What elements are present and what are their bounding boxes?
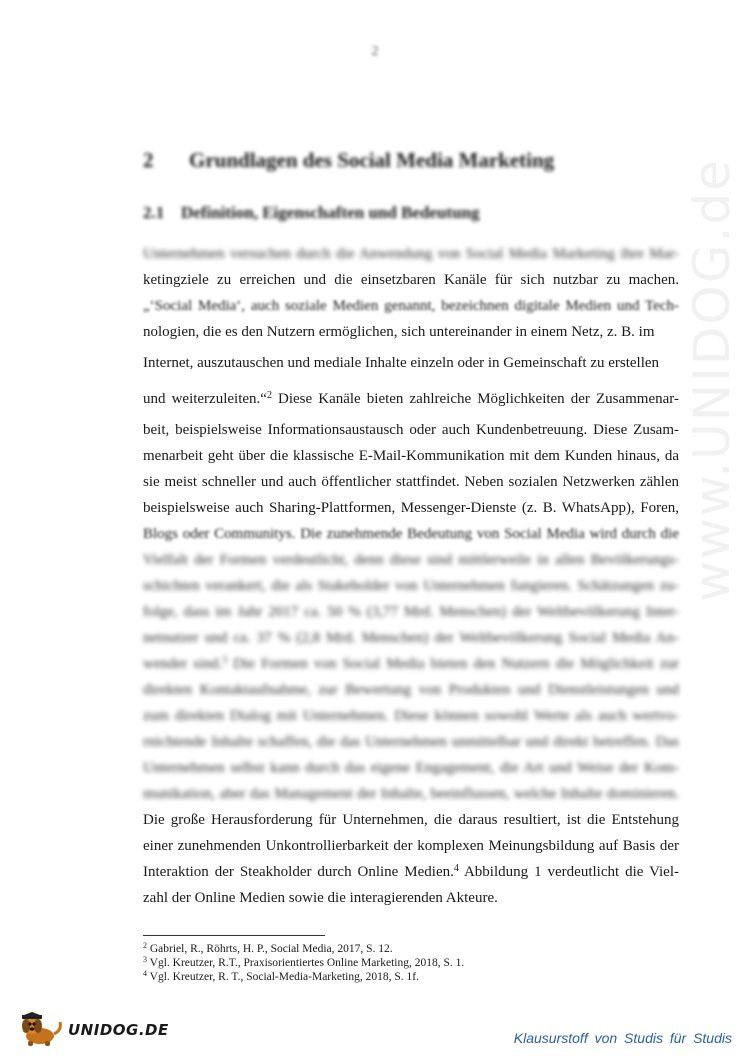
- footnote-ref-2: 2: [266, 390, 272, 401]
- footnotes: [143, 942, 683, 984]
- footnote-text: Vgl. Kreutzer, R.T., Praxisorientiertes Online Marketing, 2018, S. 1.: [149, 957, 465, 969]
- section-number: 2.1: [143, 203, 165, 222]
- body-line: einer zunehmenden Unkontrollierbarkeit der komplexen Meinungsbildung auf Basis der: [143, 838, 679, 854]
- section-heading: [143, 203, 480, 223]
- body-line: schichten verankert, die als Stakeholder von Unternehmen fungieren. Schätzungen zu-: [143, 578, 679, 594]
- body-line: Unternehmen selbst kann durch das eigene Engagement, die Art und Weise der Kom-: [143, 760, 679, 776]
- body-line: beispielsweise auch Sharing-Plattformen, Messenger-Dienste (z. B. WhatsApp), Foren,: [143, 500, 679, 516]
- footnote: [143, 942, 683, 956]
- section-title: Definition, Eigenschaften und Bedeutung: [181, 203, 480, 222]
- quote-line: „‘Social Media‘, auch soziale Medien genannt, bezeichnen digitale Medien und Tech-: [143, 298, 679, 314]
- body-text: [143, 241, 679, 911]
- footnote-text: Gabriel, R., Röhrts, H. P., Social Media, 2017, S. 12.: [149, 943, 393, 955]
- body-line: Blogs oder Communitys. Die zunehmende Bedeutung von Social Media wird durch die: [143, 526, 679, 542]
- body-line-text: Diese Kanäle bieten zahlreiche Möglichkeiten der Zusammenar-: [271, 391, 679, 407]
- body-line: zahl der Online Medien sowie die interagierenden Akteure.: [143, 890, 498, 906]
- footnote-mark: 4: [143, 969, 147, 978]
- body-line: beit, beispielsweise Informationsaustausch oder auch Kundenbetreuung. Diese Zusam-: [143, 422, 679, 438]
- footnote-mark: 2: [143, 941, 147, 950]
- body-line: menarbeit geht über die klassische E-Mail-Kommunikation mit dem Kunden hinaus, da: [143, 448, 679, 464]
- body-line-text: Die Formen von Social Media bieten den Nutzern die Möglichkeit zur: [227, 656, 679, 672]
- chapter-title: Grundlagen des Social Media Marketing: [189, 148, 555, 172]
- footnote: [143, 956, 683, 970]
- page-number: 2: [371, 44, 379, 59]
- body-line: nologien, die es den Nutzern ermöglichen, sich untereinander in einem Netz, z. B. im: [143, 324, 655, 340]
- body-line: folge, dass im Jahr 2017 ca. 50 % (3,77 Mrd. Menschen) der Weltbevölkerung Inter-: [143, 604, 679, 620]
- body-line: munikation, aber das Management der Inhalte, beeinflussen, welche Inhalte dominieren.: [143, 786, 679, 802]
- body-line: direkten Kontaktaufnahme, zur Bewertung von Produkten und Dienstleistungen und: [143, 682, 679, 698]
- footnote-mark: 3: [143, 955, 147, 964]
- dog-mascot-icon: [18, 1012, 66, 1048]
- footnote-ref-3: 3: [222, 655, 228, 666]
- body-line: Internet, auszutauschen und mediale Inhalte einzeln oder in Gemeinschaft zu erstellen: [143, 355, 660, 371]
- body-line: rnichtende Inhalte schaffen, die das Unternehmen unmittelbar und direkt betreffen. Das: [143, 734, 679, 750]
- body-line: Die große Herausforderung für Unternehmen, die daraus resultiert, ist die Entstehung: [143, 812, 679, 828]
- footnote-ref-4: 4: [453, 863, 459, 874]
- body-line: sie meist schneller und auch öffentlicher stattfindet. Neben sozialen Netzwerken zählen: [143, 474, 679, 490]
- footnote-text: Vgl. Kreutzer, R. T., Social-Media-Marketing, 2018, S. 1f.: [149, 971, 419, 983]
- body-line-text: und weiterzuleiten.“: [143, 391, 267, 407]
- footnote-divider: [143, 935, 325, 936]
- body-line-text: Interaktion der Steakholder durch Online Medien.: [143, 864, 454, 880]
- brand-logo[interactable]: [18, 1012, 169, 1048]
- body-line: Vielfalt der Formen verdeutlicht, denn diese sind mittlerweile in allen Bevölkerungs-: [143, 552, 679, 568]
- body-line: Unternehmen versuchen durch die Anwendung von Social Media Marketing ihre Mar-: [143, 246, 679, 262]
- footnote: [143, 970, 683, 984]
- watermark: www.UNIDOG.de: [683, 158, 741, 602]
- body-line: [143, 381, 679, 417]
- chapter-number: 2: [143, 148, 154, 172]
- body-line: ketingziele zu erreichen und die einsetzbaren Kanäle für sich nutzbar zu machen.: [143, 272, 679, 288]
- chapter-heading: [143, 148, 554, 173]
- tagline: Klausurstoff von Studis für Studis: [513, 1030, 732, 1046]
- body-line-text: Abbildung 1 verdeutlicht die Viel-: [458, 864, 679, 880]
- body-line-text: wender sind.: [143, 656, 223, 672]
- body-line: [143, 651, 679, 677]
- brand-name: UNIDOG.DE: [68, 1021, 169, 1039]
- body-line: zum direkten Dialog mit Unternehmen. Diese können sowohl Werte als auch wertvo-: [143, 708, 679, 724]
- body-line: [143, 859, 679, 885]
- body-line: netnutzer und ca. 37 % (2,8 Mrd. Menschen) der Weltbevölkerung Social Media An-: [143, 630, 679, 646]
